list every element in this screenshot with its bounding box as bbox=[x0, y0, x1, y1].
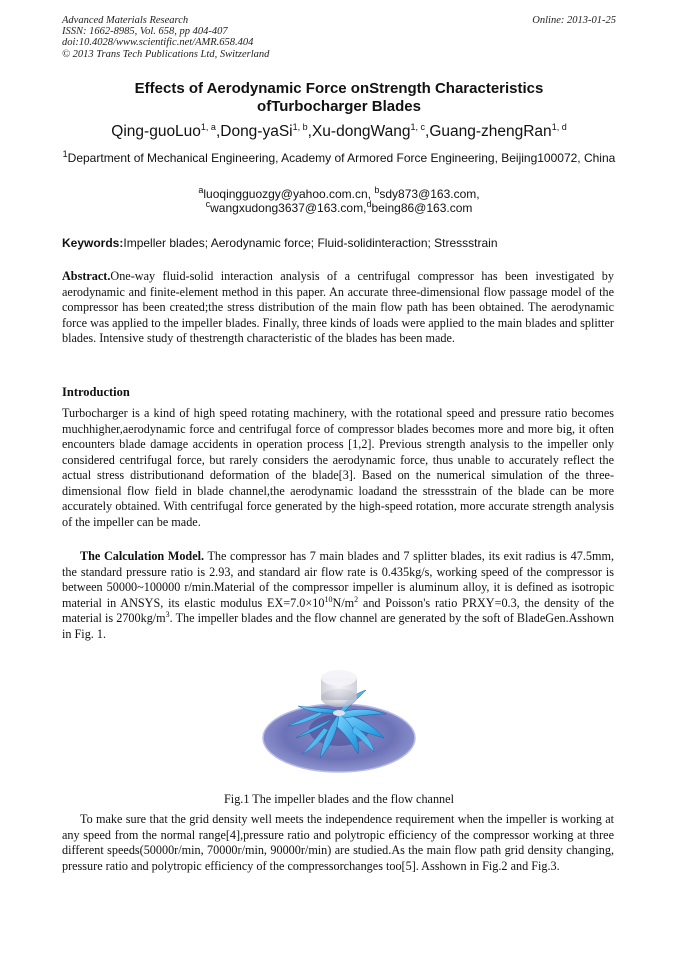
author-sup: 1, a bbox=[200, 121, 216, 132]
hub-nose bbox=[333, 710, 345, 716]
author-sup: 1, c bbox=[410, 121, 425, 132]
calc-text-3: and Poisson's ratio PRXY=0.3, the density of the material is 2700kg/m bbox=[62, 595, 614, 625]
email-sup: b bbox=[374, 185, 380, 195]
doi: doi:10.4028/www.scientific.net/AMR.658.404 bbox=[62, 37, 254, 49]
affiliation-text: Department of Mechanical Engineering, Academy of Armored Force Engineering, Beijing100072, China bbox=[67, 151, 616, 165]
hub-top bbox=[321, 670, 357, 686]
email-a[interactable]: luoqingguozgy@yahoo.com.cn bbox=[203, 187, 368, 201]
abstract bbox=[62, 269, 614, 347]
affiliation-sup: 1 bbox=[62, 149, 68, 159]
author-sup: 1, b bbox=[292, 121, 308, 132]
calc-text-4: . The impeller blades and the flow channel are generated by the soft of BladeGen.Asshown in Fig. 1. bbox=[62, 611, 614, 641]
email-sup: a bbox=[198, 185, 204, 195]
introduction-text: Turbocharger is a kind of high speed rotating machinery, with the rotational speed and pressure ratio becomes muchhigher,aerodynamic force and centrifugal force of compressor blades becomes more and more big, it often encounters blade damage accidents in operation process [1,2]. Previous strength analysis to the impeller only considered centrifugal force, but rarely considers the aerodynamic force, thus unable to accurately reflect the actual stress distributionand deformation of the blade[3]. Based on the numerical simulation of the three-dimensional flow field in blade channel,the aerodynamic loadand the stressstrain of the blade can be more accurately obtained. With centrifugal force generated by the high-speed rotation, more accurate strength analysis of the impeller can be made. bbox=[62, 406, 614, 529]
online-date: Online: 2013-01-25 bbox=[532, 15, 616, 26]
email-b[interactable]: sdy873@163.com bbox=[379, 187, 477, 201]
email-sup: d bbox=[366, 199, 372, 209]
email-c[interactable]: wangxudong3637@163.com bbox=[210, 201, 364, 215]
calc-sup-2: 2 bbox=[354, 594, 359, 604]
copyright: © 2013 Trans Tech Publications Ltd, Switzerland bbox=[62, 48, 270, 60]
grid-density-paragraph: To make sure that the grid density well meets the independence requirement when the impeller is working at any speed from the normal range[4],pressure ratio and polytropic efficiency of the compressor working at three different speeds(50000r/min, 70000r/min, 90000r/min) are studied.As the main flow path grid density changing, pressure ratio and polytropic efficiency of the compressorchanges too[5]. Asshown in Fig.2 and Fig.3. bbox=[62, 812, 614, 873]
paper-title bbox=[62, 80, 616, 116]
issn: ISSN: 1662-8985, Vol. 658, pp 404-407 bbox=[62, 26, 228, 38]
journal-name: Advanced Materials Research bbox=[62, 15, 189, 26]
calculation-model-paragraph bbox=[62, 549, 614, 642]
calc-text-1: The compressor has 7 main blades and 7 splitter blades, its exit radius is 47.5mm, the standard pressure ratio is 2.93, and standard air flow rate is 0.435kg/s, working speed of the compressor is between 50000~100000 r/min.Material of the compressor impeller is aluminum alloy, it is defined as isotropic material in ANSYS, its elastic modulus EX=7.0×10 bbox=[62, 549, 614, 610]
calc-sup-1: 10 bbox=[324, 594, 333, 604]
author-name: Qing-guoLuo bbox=[111, 123, 201, 140]
author-name: Guang-zhengRan bbox=[429, 123, 552, 140]
author-list: Qing-guoLuo$^{1, a}$,Dong-yaSi$^{1, b}$,Xu-dongWang$^{1, c}$,Guang-zhengRan$^{1, d}$ bbox=[111, 121, 567, 140]
title-line-2: ofTurbocharger Blades bbox=[257, 98, 421, 115]
journal-header bbox=[62, 15, 616, 60]
email-sup: c bbox=[205, 199, 211, 209]
introduction-heading: Introduction bbox=[62, 385, 130, 399]
abstract-text: One-way fluid-solid interaction analysis of a centrifugal compressor has been investigated by aerodynamic and finite-element method in this paper. An accurate three-dimensional flow passage model of the compressor has been created;the stress distribution of the main flow path has been obtained. The aerodynamic force was applied to the impeller blades. Finally, three kinds of loads were applied to the main blades and splitter blades. Intensive study of thestrength characteristic of the blades has been made. bbox=[62, 269, 614, 345]
author-sup: 1, d bbox=[551, 121, 567, 132]
email-d[interactable]: being86@163.com bbox=[371, 201, 473, 215]
keywords-label: Keywords: bbox=[62, 236, 124, 250]
author-name: Dong-yaSi bbox=[220, 123, 293, 140]
author-name: Xu-dongWang bbox=[311, 123, 411, 140]
calculation-label: The Calculation Model. bbox=[80, 549, 205, 563]
affiliation bbox=[62, 151, 616, 166]
email-list: $^a$luoqingguozgy@yahoo.com.cn, $^b$sdy873@163.com, $^c$wangxudong3637@163.com,$^d$being86@163.com bbox=[198, 185, 480, 215]
title-line-1: Effects of Aerodynamic Force onStrength Characteristics bbox=[134, 80, 544, 97]
keywords bbox=[62, 236, 616, 250]
calc-text-2: N/m bbox=[332, 595, 355, 610]
calc-sup-3: 3 bbox=[165, 609, 170, 619]
keywords-text: Impeller blades; Aerodynamic force; Fluid-solidinteraction; Stressstrain bbox=[123, 236, 498, 250]
impeller-figure bbox=[262, 668, 416, 774]
abstract-label: Abstract. bbox=[62, 269, 111, 283]
figure-caption: Fig.1 The impeller blades and the flow channel bbox=[224, 792, 454, 806]
